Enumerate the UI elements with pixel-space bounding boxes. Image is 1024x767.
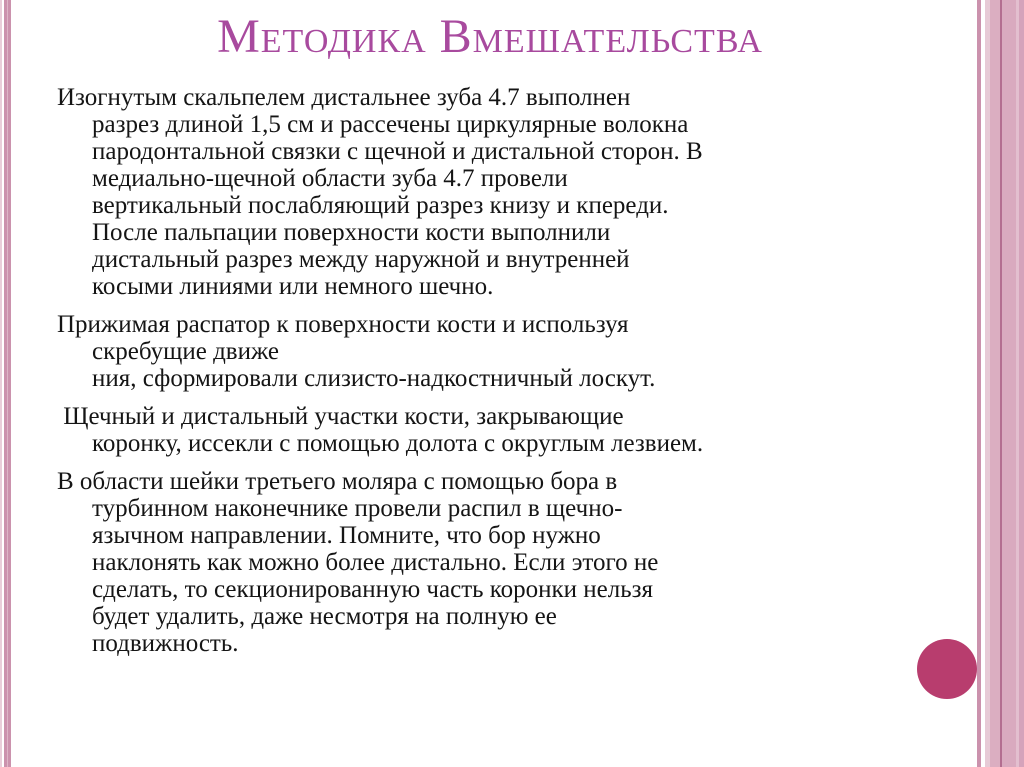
- paragraph: [57, 311, 897, 392]
- body-line: Щечный и дистальный участки кости, закрывающие: [57, 403, 624, 430]
- slide-title: Методика Вмешательства: [217, 10, 763, 63]
- right-border-stripes: [977, 0, 1024, 767]
- body-line: сделать, то секционированную часть коронки нельзя: [92, 576, 654, 603]
- body-line: будет удалить, даже несмотря на полную ее: [92, 603, 557, 630]
- paragraph: [57, 468, 897, 657]
- body-line: турбинном наконечнике провели распил в щечно-: [92, 495, 623, 522]
- body-line: Прижимая распатор к поверхности кости и используя: [57, 311, 629, 338]
- body-line: Изогнутым скальпелем дистальнее зуба 4.7 выполнен: [57, 84, 631, 111]
- paragraph: [57, 403, 897, 457]
- body-line: В области шейки третьего моляра с помощью бора в: [57, 468, 618, 495]
- paragraph: [57, 84, 897, 300]
- body-text: [57, 84, 897, 657]
- body-line: разрез длиной 1,5 см и рассечены циркулярные волокна: [92, 111, 689, 138]
- body-line: наклонять как можно более дистально. Если этого не: [92, 549, 659, 576]
- body-line: После пальпации поверхности кости выполнили: [92, 219, 611, 246]
- body-line: скребущие движе: [92, 338, 280, 365]
- left-border-stripes: [0, 0, 12, 767]
- body-line: язычном направлении. Помните, что бор нужно: [92, 522, 601, 549]
- body-line: косыми линиями или немного шечно.: [92, 273, 494, 300]
- body-line: подвижность.: [92, 630, 239, 657]
- body-line: дистальный разрез между наружной и внутренней: [92, 246, 630, 273]
- circle-decoration-icon: [917, 639, 977, 699]
- body-line: медиально-щечной области зуба 4.7 провели: [92, 165, 568, 192]
- body-line: ния, сформировали слизисто-надкостничный лоскут.: [92, 365, 656, 392]
- body-line: пародонтальной связки с щечной и дистальной сторон. В: [92, 138, 703, 165]
- body-line: коронку, иссекли с помощью долота с округлым лезвием.: [92, 430, 704, 457]
- body-line: вертикальный послабляющий разрез книзу и кпереди.: [92, 192, 669, 219]
